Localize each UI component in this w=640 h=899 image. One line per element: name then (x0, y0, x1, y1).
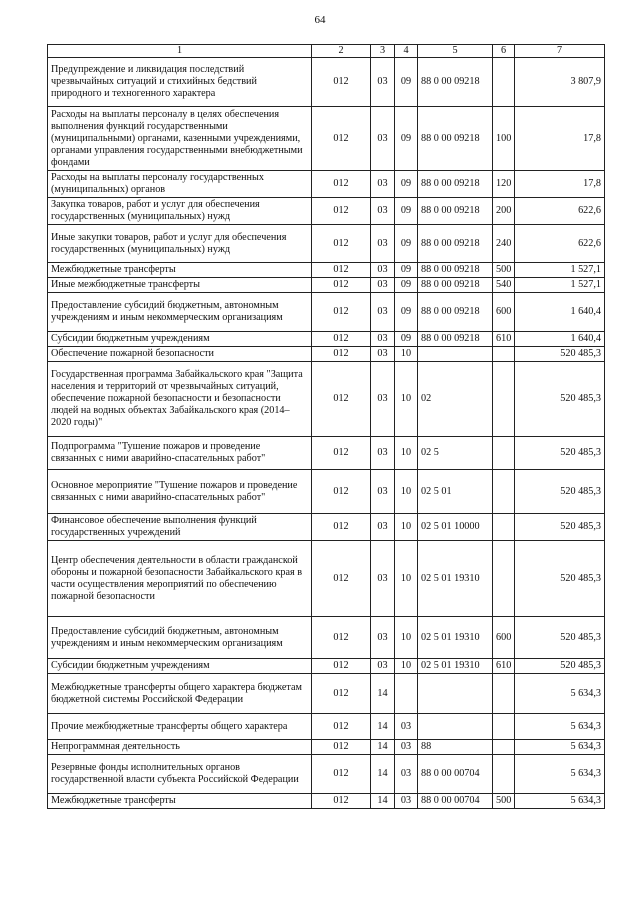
row-col-5: 88 0 00 09218 (418, 198, 493, 225)
row-col-5: 88 0 00 09218 (418, 293, 493, 332)
row-col-2: 012 (312, 332, 371, 347)
row-col-3: 14 (371, 674, 395, 714)
row-col-4: 10 (395, 362, 418, 437)
row-col-2: 012 (312, 714, 371, 740)
row-col-5: 02 5 01 10000 (418, 514, 493, 541)
table-row (48, 714, 605, 740)
row-col-2: 012 (312, 755, 371, 794)
row-col-6: 100 (493, 107, 515, 171)
row-col-5: 02 5 01 19310 (418, 617, 493, 659)
row-col-7: 1 640,4 (515, 332, 605, 347)
row-col-4: 09 (395, 263, 418, 278)
row-col-5: 88 0 00 09218 (418, 225, 493, 263)
row-col-3: 14 (371, 740, 395, 755)
row-col-7: 520 485,3 (515, 514, 605, 541)
row-col-4: 09 (395, 171, 418, 198)
row-col-5: 88 0 00 00704 (418, 794, 493, 809)
row-col-5: 02 (418, 362, 493, 437)
row-col-5: 88 0 00 00704 (418, 755, 493, 794)
row-name: Резервные фонды исполнительных органов государственной власти субъекта Российской Федерации (48, 755, 312, 794)
header-cell: 5 (418, 45, 493, 58)
row-col-4: 09 (395, 332, 418, 347)
row-col-3: 03 (371, 659, 395, 674)
row-col-3: 03 (371, 293, 395, 332)
header-cell: 6 (493, 45, 515, 58)
header-cell: 4 (395, 45, 418, 58)
row-col-4: 09 (395, 293, 418, 332)
row-col-4: 09 (395, 58, 418, 107)
row-col-5: 88 0 00 09218 (418, 278, 493, 293)
row-col-6: 600 (493, 617, 515, 659)
row-col-6 (493, 714, 515, 740)
row-col-4: 10 (395, 617, 418, 659)
row-col-7: 622,6 (515, 198, 605, 225)
row-col-4: 03 (395, 755, 418, 794)
row-col-2: 012 (312, 107, 371, 171)
row-name: Межбюджетные трансферты (48, 263, 312, 278)
row-col-4: 09 (395, 198, 418, 225)
row-col-7: 1 640,4 (515, 293, 605, 332)
row-col-2: 012 (312, 225, 371, 263)
row-col-3: 03 (371, 278, 395, 293)
page-number: 64 (314, 14, 326, 26)
row-col-7: 520 485,3 (515, 437, 605, 470)
row-col-5 (418, 674, 493, 714)
row-col-5 (418, 714, 493, 740)
row-name: Государственная программа Забайкальского края "Защита населения и территорий от чрезвычайных ситуаций, обеспечение пожарной безопасности и безопасности людей на водных объектах Забайкальского края (2014–2020 годы)" (48, 362, 312, 437)
row-col-5: 88 0 00 09218 (418, 58, 493, 107)
row-col-6 (493, 470, 515, 514)
row-col-7: 520 485,3 (515, 362, 605, 437)
table-row (48, 541, 605, 617)
row-col-6 (493, 362, 515, 437)
row-name: Финансовое обеспечение выполнения функций государственных учреждений (48, 514, 312, 541)
table-row (48, 58, 605, 107)
row-col-4: 10 (395, 541, 418, 617)
row-col-4: 09 (395, 225, 418, 263)
row-col-5 (418, 347, 493, 362)
row-col-4: 10 (395, 437, 418, 470)
row-name: Иные межбюджетные трансферты (48, 278, 312, 293)
row-col-7: 520 485,3 (515, 470, 605, 514)
table-row (48, 674, 605, 714)
row-name: Предоставление субсидий бюджетным, автономным учреждениям и иным некоммерческим организациям (48, 293, 312, 332)
table-row (48, 198, 605, 225)
row-col-7: 5 634,3 (515, 714, 605, 740)
row-col-3: 03 (371, 171, 395, 198)
row-col-3: 14 (371, 714, 395, 740)
row-name: Иные закупки товаров, работ и услуг для обеспечения государственных (муниципальных) нужд (48, 225, 312, 263)
row-col-7: 520 485,3 (515, 347, 605, 362)
row-col-6: 540 (493, 278, 515, 293)
row-col-6: 200 (493, 198, 515, 225)
table-row (48, 617, 605, 659)
row-col-5: 02 5 (418, 437, 493, 470)
row-col-2: 012 (312, 58, 371, 107)
row-col-2: 012 (312, 541, 371, 617)
row-col-7: 3 807,9 (515, 58, 605, 107)
row-name: Подпрограмма "Тушение пожаров и проведение связанных с ними аварийно-спасательных работ" (48, 437, 312, 470)
row-col-2: 012 (312, 617, 371, 659)
row-col-4: 10 (395, 347, 418, 362)
row-col-3: 03 (371, 362, 395, 437)
row-col-7: 520 485,3 (515, 659, 605, 674)
row-col-4: 03 (395, 740, 418, 755)
row-col-7: 17,8 (515, 171, 605, 198)
row-col-6 (493, 514, 515, 541)
row-col-5: 88 0 00 09218 (418, 263, 493, 278)
row-col-2: 012 (312, 278, 371, 293)
row-col-6: 600 (493, 293, 515, 332)
row-col-3: 03 (371, 198, 395, 225)
row-name: Межбюджетные трансферты общего характера бюджетам бюджетной системы Российской Федерации (48, 674, 312, 714)
row-col-6 (493, 541, 515, 617)
table-row (48, 437, 605, 470)
row-col-7: 5 634,3 (515, 674, 605, 714)
row-col-6 (493, 740, 515, 755)
table-row (48, 362, 605, 437)
row-name: Обеспечение пожарной безопасности (48, 347, 312, 362)
row-col-2: 012 (312, 263, 371, 278)
row-col-3: 03 (371, 541, 395, 617)
row-col-2: 012 (312, 794, 371, 809)
table-row (48, 794, 605, 809)
row-col-2: 012 (312, 659, 371, 674)
table-row (48, 225, 605, 263)
row-col-7: 1 527,1 (515, 263, 605, 278)
row-col-3: 03 (371, 263, 395, 278)
row-col-4: 10 (395, 659, 418, 674)
row-col-6: 610 (493, 659, 515, 674)
row-col-4: 10 (395, 470, 418, 514)
table-row (48, 470, 605, 514)
row-col-6 (493, 437, 515, 470)
row-col-4 (395, 674, 418, 714)
row-col-3: 03 (371, 332, 395, 347)
row-col-6 (493, 755, 515, 794)
row-col-7: 5 634,3 (515, 794, 605, 809)
row-name: Предоставление субсидий бюджетным, автономным учреждениям и иным некоммерческим организациям (48, 617, 312, 659)
row-col-2: 012 (312, 362, 371, 437)
row-col-3: 03 (371, 58, 395, 107)
header-cell: 3 (371, 45, 395, 58)
table-row (48, 293, 605, 332)
row-col-4: 10 (395, 514, 418, 541)
row-col-3: 03 (371, 107, 395, 171)
row-col-6: 120 (493, 171, 515, 198)
header-row (48, 45, 605, 58)
row-col-2: 012 (312, 198, 371, 225)
row-col-4: 03 (395, 794, 418, 809)
budget-table (47, 44, 605, 809)
row-col-5: 02 5 01 19310 (418, 659, 493, 674)
row-col-7: 17,8 (515, 107, 605, 171)
row-col-4: 03 (395, 714, 418, 740)
row-col-7: 520 485,3 (515, 617, 605, 659)
row-col-2: 012 (312, 347, 371, 362)
row-name: Предупреждение и ликвидация последствий чрезвычайных ситуаций и стихийных бедствий природного и техногенного характера (48, 58, 312, 107)
row-col-2: 012 (312, 293, 371, 332)
row-col-5: 88 0 00 09218 (418, 107, 493, 171)
row-col-3: 03 (371, 347, 395, 362)
row-col-3: 14 (371, 794, 395, 809)
row-col-7: 5 634,3 (515, 755, 605, 794)
row-col-6 (493, 58, 515, 107)
table-row (48, 740, 605, 755)
row-col-7: 622,6 (515, 225, 605, 263)
row-name: Центр обеспечения деятельности в области гражданской обороны и пожарной безопасности Забайкальского края в части осуществления мероприятий по обеспечению пожарной безопасности (48, 541, 312, 617)
row-col-7: 5 634,3 (515, 740, 605, 755)
row-name: Основное мероприятие "Тушение пожаров и проведение связанных с ними аварийно-спасательных работ" (48, 470, 312, 514)
row-col-5: 88 (418, 740, 493, 755)
table-row (48, 755, 605, 794)
row-name: Закупка товаров, работ и услуг для обеспечения государственных (муниципальных) нужд (48, 198, 312, 225)
row-col-6: 240 (493, 225, 515, 263)
row-col-3: 03 (371, 617, 395, 659)
row-col-5: 02 5 01 19310 (418, 541, 493, 617)
row-name: Прочие межбюджетные трансферты общего характера (48, 714, 312, 740)
table-row (48, 263, 605, 278)
row-col-7: 1 527,1 (515, 278, 605, 293)
row-col-2: 012 (312, 740, 371, 755)
row-col-7: 520 485,3 (515, 541, 605, 617)
table-row (48, 347, 605, 362)
table-row (48, 278, 605, 293)
row-col-2: 012 (312, 470, 371, 514)
row-col-2: 012 (312, 437, 371, 470)
header-cell: 2 (312, 45, 371, 58)
row-col-2: 012 (312, 171, 371, 198)
header-cell: 7 (515, 45, 605, 58)
row-col-6: 500 (493, 794, 515, 809)
table-row (48, 171, 605, 198)
row-col-2: 012 (312, 514, 371, 541)
table-row (48, 659, 605, 674)
row-name: Расходы на выплаты персоналу государственных (муниципальных) органов (48, 171, 312, 198)
row-col-6: 610 (493, 332, 515, 347)
table-row (48, 514, 605, 541)
row-col-2: 012 (312, 674, 371, 714)
row-col-4: 09 (395, 278, 418, 293)
row-col-4: 09 (395, 107, 418, 171)
row-col-6 (493, 674, 515, 714)
row-name: Расходы на выплаты персоналу в целях обеспечения выполнения функций государственными (муниципальными) органами, казенными учреждениями, органами управления государственными внебюджетными фондами (48, 107, 312, 171)
row-name: Субсидии бюджетным учреждениям (48, 332, 312, 347)
row-col-5: 88 0 00 09218 (418, 332, 493, 347)
row-col-3: 03 (371, 225, 395, 263)
row-col-5: 02 5 01 (418, 470, 493, 514)
row-col-6: 500 (493, 263, 515, 278)
row-col-3: 03 (371, 437, 395, 470)
row-col-3: 14 (371, 755, 395, 794)
row-col-6 (493, 347, 515, 362)
row-name: Межбюджетные трансферты (48, 794, 312, 809)
table-row (48, 332, 605, 347)
table-row (48, 107, 605, 171)
row-col-3: 03 (371, 470, 395, 514)
row-name: Субсидии бюджетным учреждениям (48, 659, 312, 674)
row-col-3: 03 (371, 514, 395, 541)
header-cell: 1 (48, 45, 312, 58)
row-name: Непрограммная деятельность (48, 740, 312, 755)
row-col-5: 88 0 00 09218 (418, 171, 493, 198)
